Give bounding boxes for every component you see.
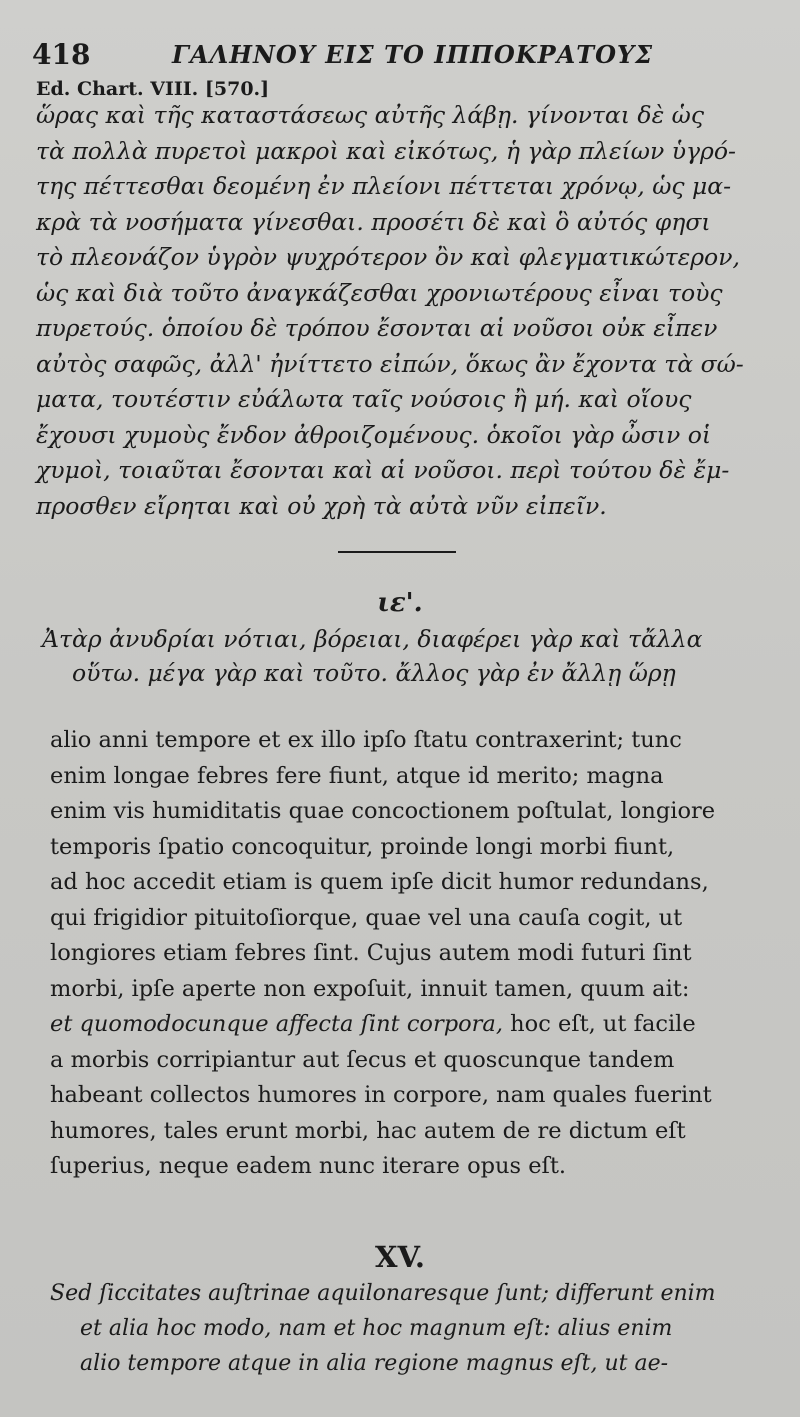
text-line: morbi, ipſe aperte non expoſuit, innuit tamen, quum ait: xyxy=(50,975,690,1002)
text-line: enim vis humiditatis quae concoctionem poſtulat, longiore xyxy=(50,798,716,824)
text-line: χυμοὶ, τοιαῦται ἔσονται καὶ αἱ νοῦσοι. περὶ τούτου δὲ ἔμ- xyxy=(36,456,730,484)
text-line: προσθεν εἴρηται καὶ οὐ χρὴ τὰ αὐτὰ νῦν εἰπεῖν. xyxy=(36,491,607,520)
latin-aphorism xyxy=(50,1276,770,1381)
page-header xyxy=(32,38,760,78)
text-line: Ἀτὰρ ἀνυδρίαι νότιαι, βόρειαι, διαφέρει γὰρ καὶ τἄλλα xyxy=(42,625,703,653)
text-line: habeant collectos humores in corpore, nam quales fuerint xyxy=(50,1082,712,1108)
edition-reference: Ed. Chart. VIII. [570.] xyxy=(36,78,270,100)
latin-commentary xyxy=(50,723,770,1185)
text-line: πυρετούς. ὁποίου δὲ τρόπου ἔσονται αἱ νοῦσοι οὐκ εἶπεν xyxy=(36,314,718,342)
greek-section-number: ιε'. xyxy=(377,588,423,618)
text-line: qui frigidior pituitoſiorque, quae vel una cauſa cogit, ut xyxy=(50,904,683,931)
text-line: αὐτὸς σαφῶς, ἀλλ' ἠνίττετο εἰπών, ὅκως ἂν ἔχοντα τὰ σώ- xyxy=(36,349,744,378)
text-line: Sed ſiccitates auſtrinae aquilonaresque ſunt; differunt enim xyxy=(50,1281,716,1306)
text-line: a morbis corripiantur aut ſecus et quoscunque tandem xyxy=(50,1046,675,1073)
text-line: longiores etiam febres ſint. Cujus autem modi futuri ſint xyxy=(50,940,692,966)
latin-section-number: XV. xyxy=(374,1240,426,1274)
text-line: τὰ πολλὰ πυρετοὶ μακροὶ καὶ εἰκότως, ἡ γὰρ πλείων ὑγρό- xyxy=(36,136,736,165)
text-line: ἔχουσι χυμοὺς ἔνδον ἀθροιζομένους. ὁκοῖοι γὰρ ὦσιν οἱ xyxy=(36,420,712,449)
running-head: ΓΑΛΗΝΟΥ ΕΙΣ ΤΟ ΙΠΠΟΚΡΑΤΟΥΣ xyxy=(172,40,654,69)
text-line: ματα, τουτέστιν εὐάλωτα ταῖς νούσοις ἢ μή. καὶ οἵους xyxy=(36,385,692,413)
section-divider xyxy=(338,551,456,553)
text-line: enim longae febres fere fiunt, atque id merito; magna xyxy=(50,762,664,789)
text-line: ὡς καὶ διὰ τοῦτο ἀναγκάζεσθαι χρονιωτέρους εἶναι τοὺς xyxy=(36,278,723,307)
text-line: κρὰ τὰ νοσήματα γίνεσθαι. προσέτι δὲ καὶ ὃ αὐτός φησι xyxy=(36,207,711,236)
text-line: temporis ſpatio concoquitur, proinde longi morbi fiunt, xyxy=(50,833,675,860)
text-line: ſuperius, neque eadem nunc iterare opus eſt. xyxy=(50,1153,567,1179)
text-line: alio tempore atque in alia regione magnus eſt, ut ae- xyxy=(80,1351,669,1376)
greek-commentary xyxy=(36,98,766,524)
text-line: οὕτω. μέγα γὰρ καὶ τοῦτο. ἄλλος γὰρ ἐν ἄλλῃ ὥρῃ xyxy=(72,659,676,687)
text-line: humores, tales erunt morbi, hac autem de re dictum eſt xyxy=(50,1117,686,1144)
greek-aphorism xyxy=(42,622,772,690)
text-line xyxy=(50,1007,770,1043)
text-line: ὥρας καὶ τῆς καταστάσεως αὐτῆς λάβῃ. γίνονται δὲ ὡς xyxy=(36,101,704,129)
italic-quote: et quomodocunque affecta ſint corpora, xyxy=(50,1011,503,1037)
text-line: τὸ πλεονάζον ὑγρὸν ψυχρότερον ὂν καὶ φλεγματικώτερον, xyxy=(36,243,740,271)
text-line: της πέττεσθαι δεομένη ἐν πλείονι πέττεται χρόνῳ, ὡς μα- xyxy=(36,172,732,200)
text-line: et alia hoc modo, nam et hoc magnum eſt: alius enim xyxy=(80,1316,673,1341)
text-line: alio anni tempore et ex illo ipſo ſtatu contraxerint; tunc xyxy=(50,727,682,753)
text-run: hoc eſt, ut facile xyxy=(503,1011,696,1037)
text-line: ad hoc accedit etiam is quem ipſe dicit humor redundans, xyxy=(50,869,709,895)
page-number: 418 xyxy=(32,38,91,71)
